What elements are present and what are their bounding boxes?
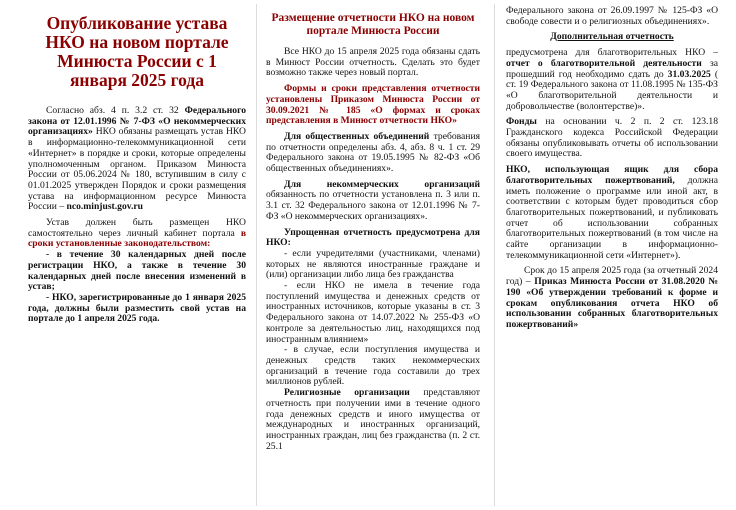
simplified-reporting-heading: Упрощенная отчетность предусмотрена для НКО:	[266, 226, 480, 249]
simplified-item-3: - в случае, если поступления имущества и денежных средств таких некоммерческих организаций в течение года составили до трех миллионов рублей.	[266, 344, 480, 388]
order-reference: Приказ Минюста России от 31.08.2020 № 190 «Об утверждении требований к форме и срокам опубликования отчета НКО об использовании собранных благотворительных пожертвований»	[506, 276, 718, 330]
text: требования по отчетности определены абз. 4, абз. 8 ч. 1 ст. 29 Федерального закона от 19.05.1995 № 82-ФЗ «Об общественных объединениях».	[266, 130, 480, 175]
charter-paragraph-1	[28, 106, 246, 213]
simplified-item-2: - если НКО не имела в течение года поступлений имущества и денежных средств от иностранных источников, которые указаны в ст. 3 Федерального закона от 14.07.2022 № 255-ФЗ «О контроле за деятельностью лиц, находящихся под иностранным влиянием»	[266, 280, 480, 345]
law-reference: Федерального закона от 12.01.1996 № 7-ФЗ «О некоммерческих организациях»	[28, 105, 246, 138]
text: Срок до 15 апреля 2025 года (за отчетный 2024 год) –	[506, 265, 718, 288]
text: за прошедший год необходимо сдать до	[506, 57, 718, 80]
text: отчет о благотворительной деятельности	[506, 57, 702, 69]
charity-report	[506, 48, 718, 112]
text: ( ст. 19 Федерального закона от 11.08.1995 № 135-ФЗ «О благотворительной деятельности и добровольчестве (волонтерстве)».	[506, 68, 718, 112]
column-divider	[494, 4, 495, 506]
charter-item-2: - НКО, зарегистрированные до 1 января 2025 года, должны были разместить свой устав на портале до 1 апреля 2025 года.	[28, 291, 246, 325]
column-reporting	[266, 12, 480, 510]
additional-reporting-heading: Дополнительная отчетность	[550, 31, 674, 43]
text: НКО обязаны размещать устав НКО в информационно-телекоммуникационной сети «Интернет» в порядке и сроки, которые определены уполномоченным органом. Приказом Минюста России от 05.06.2024 № 180, вступившим в силу с 01.01.2025 утвержден Порядок и сроки размещения устава на информационном ресурсе Минюста России –	[28, 126, 246, 213]
column-additional	[506, 6, 718, 510]
simplified-item-1: - если учредителями (участниками, членами) которых не являются иностранные граждане и (или) организации либо лица без гражданства	[266, 247, 480, 281]
religious-organizations	[266, 388, 480, 452]
reporting-title: Размещение отчетности НКО на новом портале Минюста России	[271, 12, 475, 37]
column-charter	[28, 14, 246, 510]
portal-link[interactable]: nco.minjust.gov.ru	[66, 201, 144, 213]
text: Для общественных объединений	[284, 130, 430, 142]
deadline-paragraph	[506, 266, 718, 330]
text: Согласно абз. 4 п. 3.2 ст. 32	[46, 105, 185, 116]
continued-law-reference: Федерального закона от 26.09.1997 № 125-ФЗ «О свободе совести и о религиозных объединениях».	[506, 6, 718, 27]
deadline-note: в сроки установленные законодательством:	[28, 227, 246, 250]
text: Религиозные организации	[284, 387, 410, 399]
text: Фонды	[506, 116, 537, 128]
reporting-nonprofits	[266, 180, 480, 223]
text: на основании ч. 2 п. 2 ст. 123.18 Гражданского кодекса Российской Федерации обязаны опубликовывать отчеты об использовании своего имущества.	[506, 116, 718, 160]
charter-item-1: - в течение 30 календарных дней после регистрации НКО, а также в течение 30 календарных дней после внесения изменений в устав;	[28, 249, 246, 293]
text: Устав должен быть размещен НКО самостоятельно через личный кабинет портала	[28, 217, 246, 239]
funds-report	[506, 117, 718, 160]
deadline-date: 31.03.2025	[667, 68, 711, 80]
text: должна иметь положение о программе или иной акт, в соответствии с которым будет проводиться сбор благотворительных пожертвований, и публиковать отчет об использовании собранных благотворительных пожертвований	[506, 174, 718, 240]
reporting-paragraph-1: Все НКО до 15 апреля 2025 года обязаны сдать в Минюст России отчетность. Сделать это будет возможно также через новый портал.	[266, 46, 480, 79]
text: НКО, использующая ящик для сбора благотворительных пожертвований,	[506, 164, 718, 186]
reporting-forms-order: Формы и сроки представления отчетности установлены Приказом Минюста России от 30.09.2021 № 185 «О формах и сроках представления в Минюст отчетности НКО»	[266, 83, 480, 127]
text: обязанность по отчетности установлена п. 3 или п. 3.1 ст. 32 Федерального закона от 12.01.1996 № 7-ФЗ «О некоммерческих организациях».	[266, 189, 480, 222]
reporting-public-associations	[266, 132, 480, 175]
text: представляют отчетность при получении ими в течение одного года денежных средств и иного имущества от международных и иностранных организаций, иностранных граждан, лиц без гражданства (п. 2 ст. 25.1	[266, 387, 480, 452]
charter-title: Опубликование устава НКО на новом портале Минюста России с 1 января 2025 года	[45, 14, 229, 90]
column-divider	[256, 4, 257, 506]
text: (в том числе на сайте организации в информационно-телекоммуникационной сети «Интернет»).	[506, 228, 718, 261]
donation-box-report	[506, 165, 718, 261]
text: предусмотрена для благотворительных НКО –	[506, 47, 718, 59]
text: Для некоммерческих организаций	[284, 178, 480, 190]
charter-paragraph-2	[28, 218, 246, 250]
